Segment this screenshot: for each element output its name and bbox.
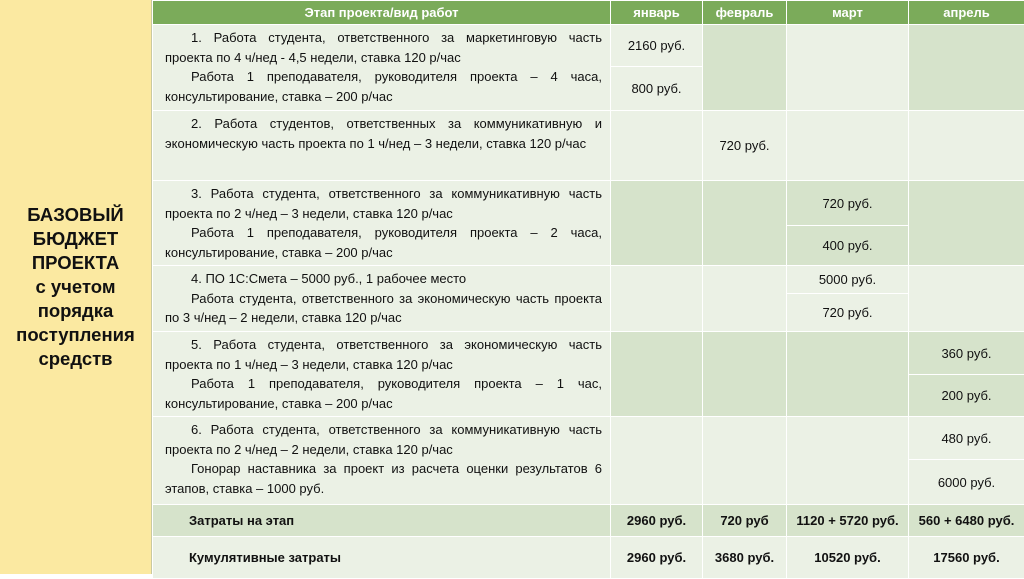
header-march: март — [787, 1, 909, 25]
table-row — [153, 332, 1024, 375]
cumulative-feb: 3680 руб. — [703, 537, 787, 579]
stage-5-apr-value-2: 200 руб. — [909, 375, 1024, 417]
stage-2-feb-value: 720 руб. — [703, 111, 787, 181]
stage-4-mar-value-2: 720 руб. — [787, 294, 909, 332]
table-row — [153, 111, 1024, 181]
cumulative-jan: 2960 руб. — [611, 537, 703, 579]
table-header-row — [153, 1, 1024, 25]
header-april: апрель — [909, 1, 1024, 25]
stage-3-description: 3. Работа студента, ответственного за коммуникативную часть проекта по 2 ч/нед – 3 недели, ставка 120 р/час Работа 1 преподавателя, руководителя проекта – 2 часа, консультирование, ставка – 200 р/час — [153, 181, 611, 266]
stage-6-apr-value-2: 6000 руб. — [909, 460, 1024, 505]
cumulative-mar: 10520 руб. — [787, 537, 909, 579]
stage-1-jan-value-2: 800 руб. — [611, 67, 703, 111]
stage-5-description: 5. Работа студента, ответственного за экономическую часть проекта по 1 ч/нед – 3 недели, ставка 120 р/час Работа 1 преподавателя, руководителя проекта – 1 час, консультирование, ставка – 200 р/час — [153, 332, 611, 417]
stage-2-description: 2. Работа студентов, ответственных за коммуникативную и экономическую часть проекта по 1 ч/нед – 3 недели, ставка 120 р/час — [153, 111, 611, 181]
totals-mar: 1120 + 5720 руб. — [787, 505, 909, 537]
stage-6-apr-value-1: 480 руб. — [909, 417, 1024, 460]
totals-jan: 2960 руб. — [611, 505, 703, 537]
totals-label: Затраты на этап — [153, 505, 611, 537]
header-january: январь — [611, 1, 703, 25]
cumulative-apr: 17560 руб. — [909, 537, 1024, 579]
stage-1-description: 1. Работа студента, ответственного за маркетинговую часть проекта по 4 ч/нед - 4,5 недели, ставка 120 р/час Работа 1 преподавателя, руководителя проекта – 4 часа, консультирование, ставка – 200 р/час — [153, 25, 611, 111]
totals-feb: 720 руб — [703, 505, 787, 537]
stage-4-mar-value-1: 5000 руб. — [787, 266, 909, 294]
table-row — [153, 181, 1024, 226]
stage-3-mar-value-1: 720 руб. — [787, 181, 909, 226]
header-stage: Этап проекта/вид работ — [153, 1, 611, 25]
stage-4-description: 4. ПО 1С:Смета – 5000 руб., 1 рабочее место Работа студента, ответственного за экономическую часть проекта по 3 ч/нед – 2 недели, ставка 120 р/час — [153, 266, 611, 332]
sidebar-title: БАЗОВЫЙ БЮДЖЕТ ПРОЕКТА с учетом порядка поступления средств — [16, 203, 135, 371]
stage-6-description: 6. Работа студента, ответственного за коммуникативную часть проекта по 2 ч/нед – 2 недели, ставка 120 р/час Гонорар наставника за проект из расчета оценки результатов 6 этапов, ставка – 1000 руб. — [153, 417, 611, 505]
table-row — [153, 417, 1024, 460]
header-february: февраль — [703, 1, 787, 25]
table-row — [153, 266, 1024, 294]
sidebar-panel — [0, 0, 152, 574]
budget-table — [152, 0, 1024, 574]
cumulative-row — [153, 537, 1024, 579]
table-row — [153, 25, 1024, 67]
stage-5-apr-value-1: 360 руб. — [909, 332, 1024, 375]
stage-3-mar-value-2: 400 руб. — [787, 226, 909, 266]
totals-apr: 560 + 6480 руб. — [909, 505, 1024, 537]
stage-1-jan-value-1: 2160 руб. — [611, 25, 703, 67]
cumulative-label: Кумулятивные затраты — [153, 537, 611, 579]
totals-row — [153, 505, 1024, 537]
